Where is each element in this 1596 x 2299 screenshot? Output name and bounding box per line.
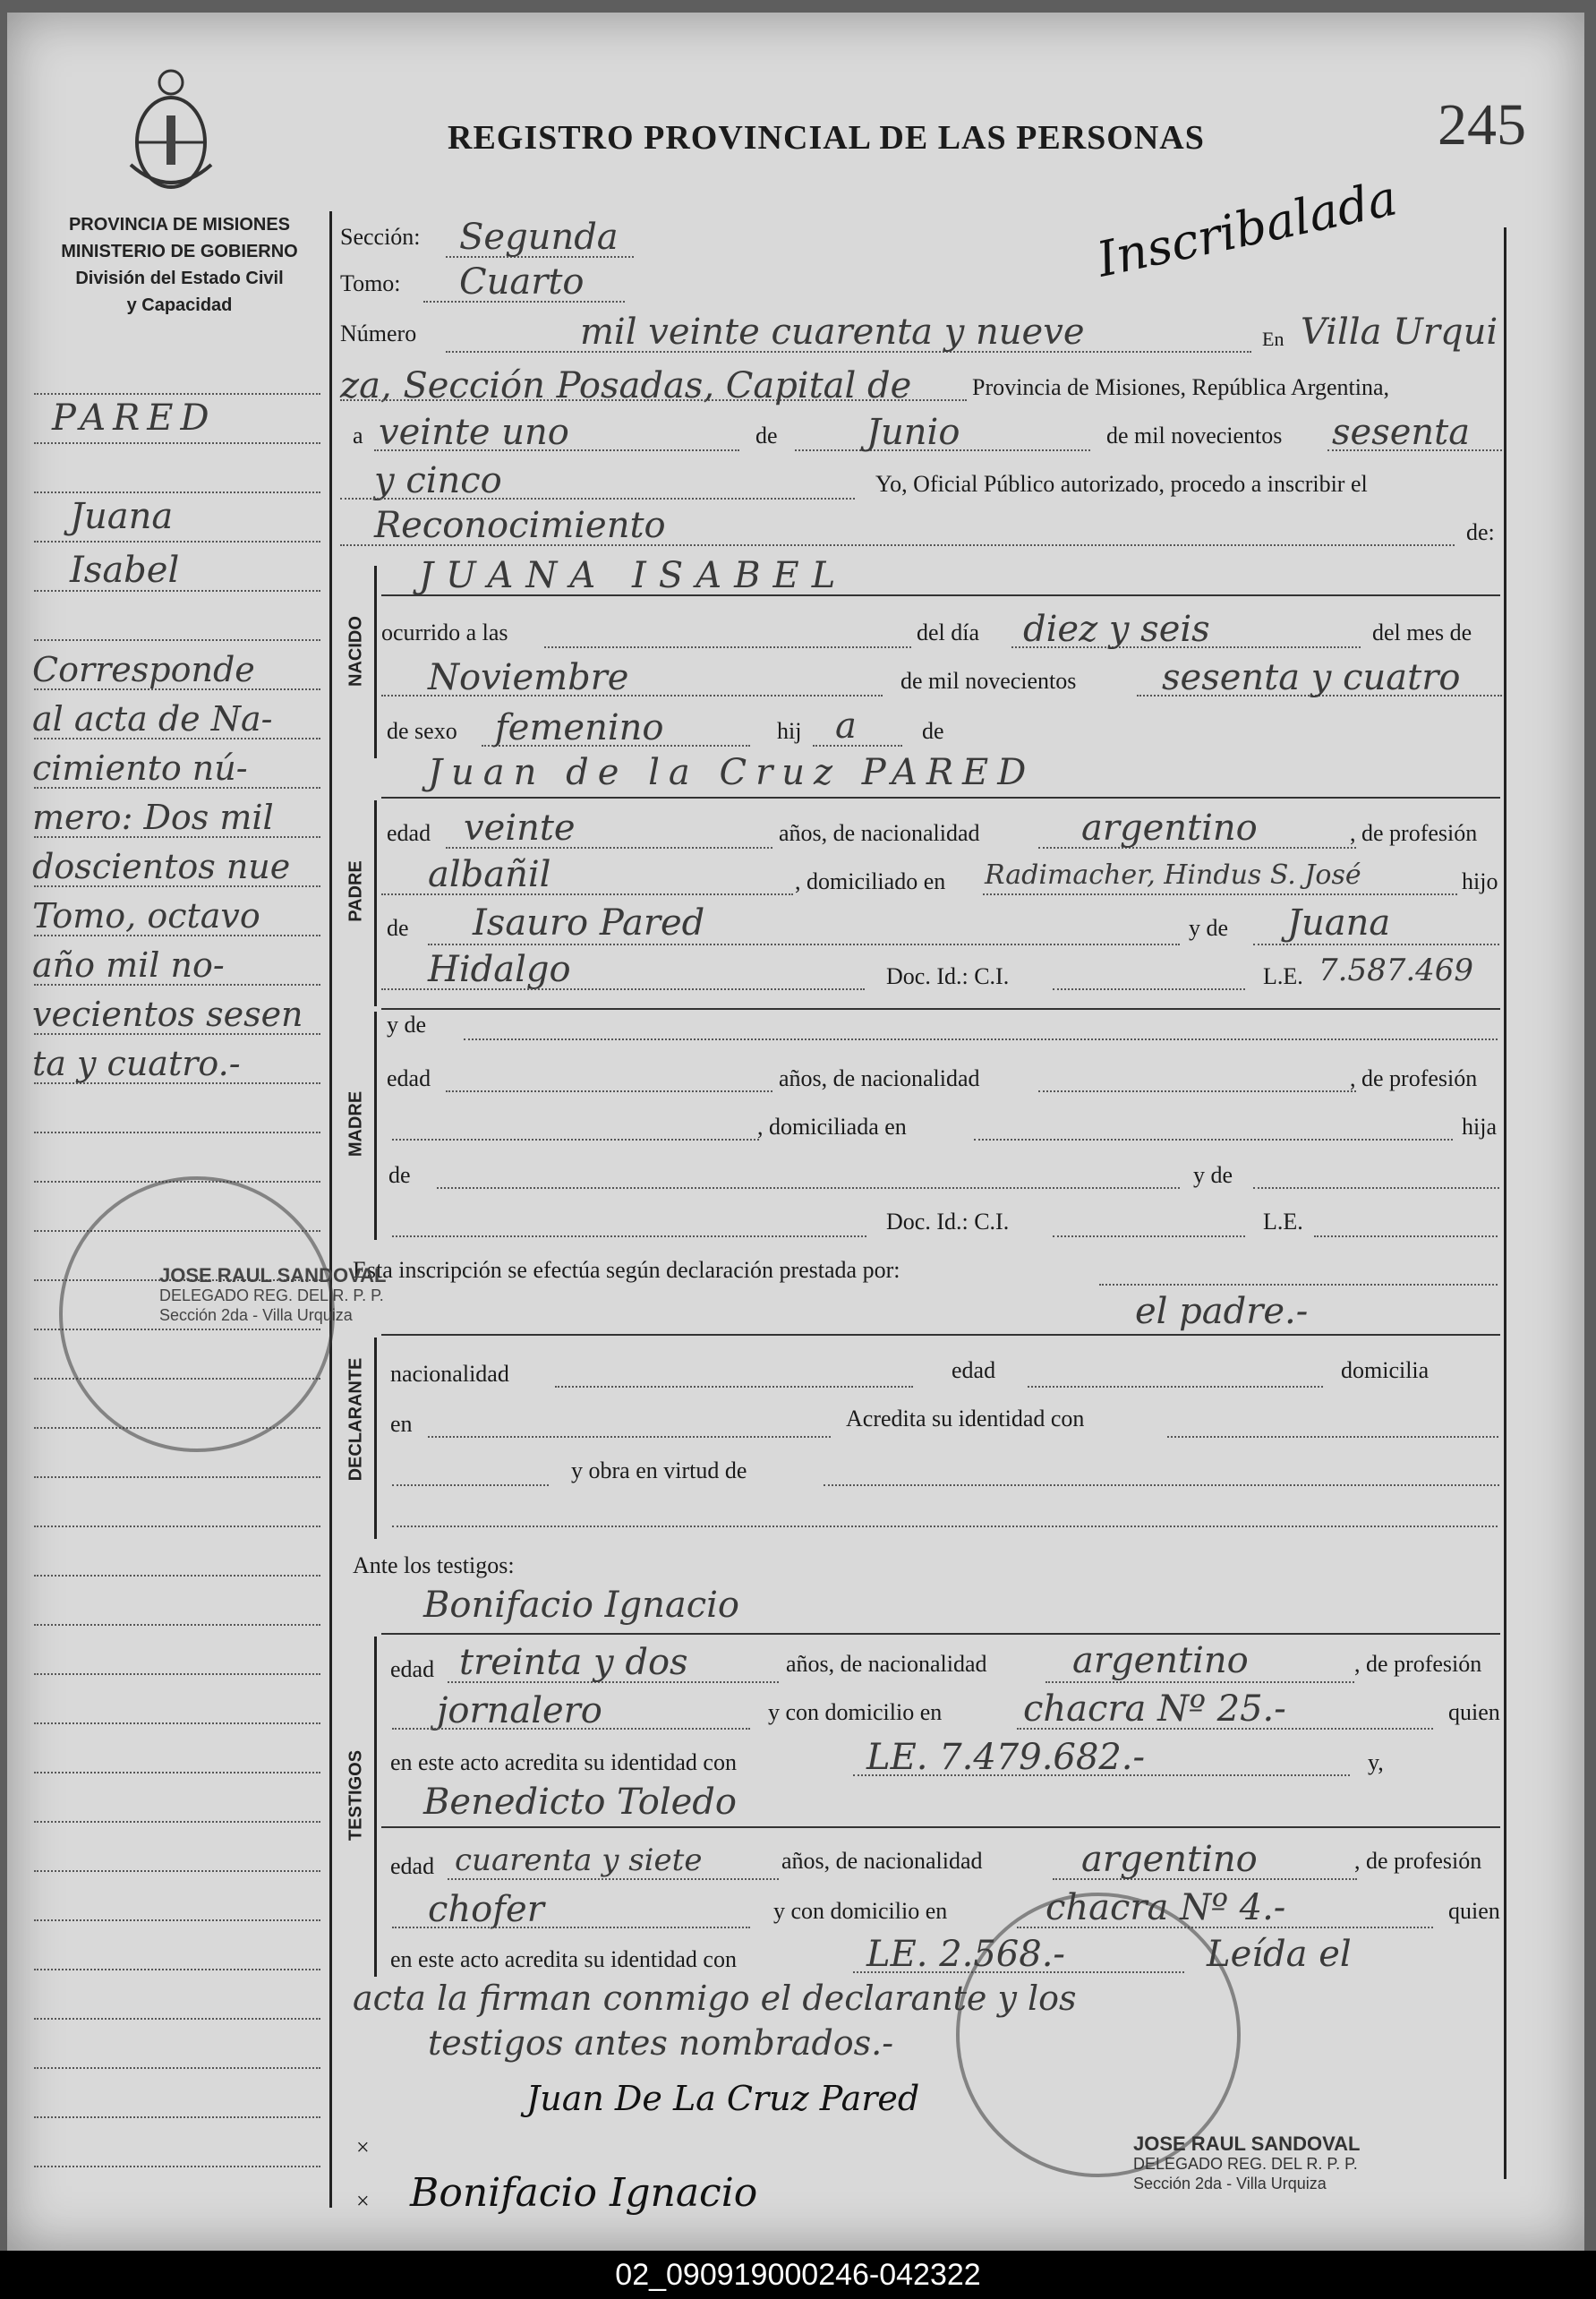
decl-acredita-line <box>1167 1436 1498 1438</box>
sidebar-note-line: vecientos sesen <box>32 995 303 1034</box>
authority-line3: División del Estado Civil <box>75 269 284 288</box>
madre-de-label: de <box>388 1162 411 1188</box>
section-testigos: TESTIGOS <box>346 1749 366 1842</box>
sidebar-name1: Juana <box>70 496 174 537</box>
de-profesion-label: , de profesión <box>1350 820 1478 846</box>
seccion-value: Segunda <box>459 217 619 258</box>
sidebar-note <box>32 650 303 1093</box>
en-label: En <box>1262 328 1284 350</box>
de-mil-nov-label: de mil novecientos <box>900 668 1077 694</box>
ante-testigos-label: Ante los testigos: <box>353 1552 515 1578</box>
t1-prof-line <box>392 1728 750 1730</box>
sidebar-rule <box>34 2116 320 2118</box>
seccion-label: Sección: <box>340 224 421 250</box>
numero-value: mil veinte cuarenta y nueve <box>580 312 1085 353</box>
de-sexo-label: de sexo <box>387 718 457 744</box>
madre-edad-line <box>446 1090 772 1092</box>
de-label-3: de <box>387 915 409 941</box>
sidebar-rule <box>34 1969 320 1970</box>
sidebar-rule <box>34 2067 320 2069</box>
sidebar-rule <box>34 639 320 641</box>
t2-dom-value: chacra Nº 4.- <box>1046 1887 1286 1928</box>
t2-edad-label: edad <box>390 1853 435 1879</box>
sidebar-note-line: ta y cuatro.- <box>32 1044 241 1083</box>
t1-en-este-acto-label: en este acto acredita su identidad con <box>390 1749 737 1775</box>
tipo-line <box>340 544 1455 546</box>
authority-line1: PROVINCIA DE MISIONES <box>68 215 291 235</box>
sidebar-note-line: al acta de Na- <box>32 699 273 739</box>
cierre1-value: Leída el <box>1207 1934 1352 1975</box>
domiciliado-label: , domiciliado en <box>795 868 946 894</box>
de-label: de <box>755 423 778 449</box>
nacido-anio-value: sesenta y cuatro <box>1162 657 1461 698</box>
stamp-text-left <box>159 1266 386 1325</box>
sidebar-rule <box>34 442 320 444</box>
dia-value: veinte uno <box>379 412 569 453</box>
t1-prof-value: jornalero <box>437 1690 602 1731</box>
stamp-text-right <box>1133 2134 1360 2193</box>
acredita-label: Acredita su identidad con <box>846 1406 1085 1432</box>
madre-y-de-label-2: y de <box>1193 1162 1233 1188</box>
sidebar-rule <box>34 1526 320 1527</box>
authority-line2: MINISTERIO DE GOBIERNO <box>61 242 298 261</box>
nacionalidad-label: nacionalidad <box>390 1361 509 1387</box>
sidebar-rule <box>34 1772 320 1773</box>
page-title: REGISTRO PROVINCIAL DE LAS PERSONAS <box>448 119 1205 157</box>
sidebar-rule <box>34 1476 320 1478</box>
t1-nac-value: argentino <box>1072 1640 1249 1681</box>
stamp-right-line3: Sección 2da - Villa Urquiza <box>1133 2175 1327 2192</box>
sidebar-rule <box>34 541 320 543</box>
section-padre: PADRE <box>346 860 366 922</box>
madre-edad-label: edad <box>387 1065 431 1091</box>
a-label: a <box>353 423 363 449</box>
anio2-value: y cinco <box>374 460 502 501</box>
sidebar-rule <box>34 1722 320 1724</box>
tomo-value: Cuarto <box>459 261 585 303</box>
provincia-label: Provincia de Misiones, República Argentina, <box>972 374 1389 400</box>
section-nacido: NACIDO <box>346 616 366 687</box>
obra-label: y obra en virtud de <box>571 1457 747 1483</box>
firma-x-1: × <box>356 2134 370 2160</box>
testigos-top-rule <box>381 1633 1500 1635</box>
sidebar-note-line: Tomo, octavo <box>32 896 260 936</box>
t2-prof-line <box>392 1927 750 1928</box>
domicilia-label: domicilia <box>1341 1357 1430 1383</box>
nacido-dia-value: diez y seis <box>1023 609 1210 650</box>
sidebar-rule <box>34 2018 320 2020</box>
t2-y-con-domicilio-label: y con domicilio en <box>773 1898 948 1924</box>
de-mil-label: de mil novecientos <box>1106 423 1283 449</box>
padre-prof-line <box>381 893 793 895</box>
left-margin-rule <box>329 211 332 2208</box>
le-label: L.E. <box>1263 963 1303 989</box>
oficial-label: Yo, Oficial Público autorizado, procedo a inscribir el <box>875 471 1368 497</box>
padre-le-value: 7.587.469 <box>1319 953 1474 988</box>
declaracion-line <box>1099 1284 1498 1286</box>
declarante-value: el padre.- <box>1135 1291 1309 1332</box>
padre-madre2-value: Hidalgo <box>428 949 571 990</box>
sidebar-rule <box>34 2166 320 2167</box>
sidebar-note-line: mero: Dos mil <box>32 798 274 837</box>
t2-anios-nac-label: años, de nacionalidad <box>781 1848 983 1874</box>
t2-id-value: LE. 2.568.- <box>866 1934 1065 1975</box>
lugar2-line <box>340 399 967 401</box>
anio2-line <box>340 498 855 500</box>
declarante-top-rule <box>381 1334 1500 1336</box>
sidebar-rule <box>34 1821 320 1823</box>
decl-edad-line <box>1028 1386 1323 1388</box>
tomo-label: Tomo: <box>340 270 401 296</box>
ocurrido-line <box>544 646 911 648</box>
madre-anios-nac-label: años, de nacionalidad <box>779 1065 980 1091</box>
t2-edad-value: cuarenta y siete <box>455 1842 703 1878</box>
t2-prof-value: chofer <box>428 1889 544 1930</box>
padre-madre-value: Juana <box>1287 902 1391 944</box>
decl-line-4 <box>392 1526 1498 1527</box>
stamp-left-line3: Sección 2da - Villa Urquiza <box>159 1306 353 1324</box>
t2-nombre: Benedicto Toledo <box>423 1782 737 1823</box>
madre-nac-line <box>1038 1090 1356 1092</box>
t1-id-value: LE. 7.479.682.- <box>866 1737 1145 1778</box>
nacido-mes-line <box>381 695 883 697</box>
padre-edad-value: veinte <box>464 808 576 849</box>
t1-anios-nac-label: años, de nacionalidad <box>786 1651 987 1677</box>
t1-de-profesion-label: , de profesión <box>1354 1651 1482 1677</box>
padre-dom-value: Radimacher, Hindus S. José <box>985 859 1361 891</box>
sidebar-rule <box>34 1575 320 1577</box>
sidebar-rule <box>34 393 320 395</box>
t1-dom-value: chacra Nº 25.- <box>1023 1688 1286 1730</box>
y-de-label: y de <box>1189 915 1229 941</box>
sidebar-note-line: doscientos nue <box>32 847 291 886</box>
mes-value: Junio <box>866 412 960 453</box>
numero-label: Número <box>340 320 417 346</box>
doc-label: Doc. Id.: C.I. <box>886 963 1010 989</box>
cierre3-value: testigos antes nombrados.- <box>428 2023 894 2063</box>
stamp-left-line1: JOSE RAUL SANDOVAL <box>159 1264 387 1286</box>
t1-edad-label: edad <box>390 1656 435 1682</box>
padre-madre-line <box>1253 944 1499 945</box>
padre-hijo-de-value: Isauro Pared <box>473 902 705 944</box>
declarante-rule <box>374 1338 377 1539</box>
t2-de-profesion-label: , de profesión <box>1354 1848 1482 1874</box>
section-declarante: DECLARANTE <box>346 1357 366 1482</box>
padre-ci-line <box>1053 988 1245 990</box>
t2-quien-label: quien <box>1448 1898 1500 1924</box>
padre-madre2-line <box>381 988 865 990</box>
madre-de-profesion-label: , de profesión <box>1350 1065 1478 1091</box>
testigos-rule <box>374 1637 377 1977</box>
firma1: Juan De La Cruz Pared <box>526 2079 920 2118</box>
nacido-mes-value: Noviembre <box>428 657 629 698</box>
document-page <box>7 13 1584 2251</box>
padre-nombre: Juan de la Cruz PARED <box>428 752 1036 793</box>
stamp-left-line2: DELEGADO REG. DEL R. P. P. <box>159 1286 384 1304</box>
t1-nombre: Bonifacio Ignacio <box>423 1585 739 1626</box>
t1-y-comma-label: y, <box>1368 1749 1384 1775</box>
authority-line4: y Capacidad <box>126 295 233 315</box>
sidebar-rule <box>34 491 320 493</box>
hij-value: a <box>835 705 857 747</box>
coat-of-arms <box>122 66 220 201</box>
edad-label: edad <box>387 820 431 846</box>
anios-nac-label: años, de nacionalidad <box>779 820 980 846</box>
sexo-value: femenino <box>495 707 664 748</box>
madre-top-rule <box>381 1008 1500 1010</box>
section-madre: MADRE <box>346 1090 366 1158</box>
sidebar-note-line: Corresponde <box>32 650 255 689</box>
decl-nac-line <box>555 1386 913 1388</box>
madre-line-5 <box>392 1235 866 1237</box>
tipo-value: Reconocimiento <box>374 505 666 546</box>
sidebar-rule <box>34 1919 320 1921</box>
madre-madre-line <box>1253 1187 1499 1189</box>
madre-le-label: L.E. <box>1263 1209 1303 1235</box>
decl-en-line <box>428 1436 831 1438</box>
madre-doc-label: Doc. Id.: C.I. <box>886 1209 1010 1235</box>
sidebar-rule <box>34 1673 320 1675</box>
madre-le-line <box>1314 1235 1498 1237</box>
firma-x-2: × <box>356 2188 370 2214</box>
anio1-value: sesenta <box>1332 412 1471 453</box>
stamp-right-line1: JOSE RAUL SANDOVAL <box>1133 2132 1361 2155</box>
t1-quien-label: quien <box>1448 1699 1500 1725</box>
right-margin-rule <box>1504 227 1506 2179</box>
decl-en-label: en <box>390 1411 413 1437</box>
del-dia-label: del día <box>917 620 980 645</box>
firma2: Bonifacio Ignacio <box>410 2170 758 2216</box>
stamp-right-line2: DELEGADO REG. DEL R. P. P. <box>1133 2155 1358 2173</box>
page-number: 245 <box>1438 92 1526 158</box>
decl-line-3a <box>392 1484 549 1486</box>
lugar2-value: za, Sección Posadas, Capital de <box>340 365 912 406</box>
madre-rule <box>374 1012 377 1240</box>
padre-prof-value: albañil <box>428 854 551 895</box>
padre-top-rule <box>381 797 1500 799</box>
nacido-rule <box>374 566 377 758</box>
madre-dom-line <box>974 1139 1453 1141</box>
del-mes-label: del mes de <box>1372 620 1472 645</box>
sidebar-name2: Isabel <box>70 550 180 591</box>
t2-edad-line <box>448 1878 779 1880</box>
padre-dom-line <box>983 893 1457 895</box>
sidebar-rule <box>34 1870 320 1872</box>
sidebar-surname: PARED <box>52 397 217 439</box>
esta-inscripcion-label: Esta inscripción se efectúa según declaración prestada por: <box>353 1257 900 1283</box>
nacido-nombre: JUANA ISABEL <box>419 555 849 596</box>
hij-line <box>813 745 902 747</box>
hijo-label: hijo <box>1462 868 1498 894</box>
madre-y-de-label: y de <box>387 1012 427 1038</box>
image-id-footer: 02_090919000246-042322 <box>0 2251 1596 2299</box>
madre-prof-line <box>392 1139 759 1141</box>
lugar1-value: Villa Urqui <box>1301 312 1498 353</box>
decl-edad-label: edad <box>952 1357 996 1383</box>
de-label-2: de <box>922 718 944 744</box>
annotation-inscribalada: Inscribalada <box>1092 169 1402 288</box>
sidebar-note-line: cimiento nú- <box>32 748 248 788</box>
cierre2-value: acta la firman conmigo el declarante y los <box>353 1979 1077 2018</box>
t2-nac-value: argentino <box>1081 1839 1258 1880</box>
ocurrido-label: ocurrido a las <box>381 620 508 645</box>
t1-edad-value: treinta y dos <box>459 1642 688 1683</box>
sidebar-rule <box>34 1624 320 1626</box>
hija-label: hija <box>1462 1114 1497 1140</box>
sidebar-rule <box>34 1132 320 1133</box>
decl-obra-line <box>824 1484 1499 1486</box>
padre-rule <box>374 800 377 1006</box>
hij-label: hij <box>777 718 802 744</box>
t1-nac-line <box>1046 1681 1354 1683</box>
de-colon-label: de: <box>1466 519 1495 545</box>
madre-nombre-line <box>464 1038 1498 1040</box>
authority-block <box>25 211 334 319</box>
madre-ci-line <box>1053 1235 1245 1237</box>
sidebar-note-line: año mil no- <box>32 945 225 985</box>
madre-hija-de-line <box>437 1187 1180 1189</box>
padre-hijo-de-line <box>428 944 1180 945</box>
domiciliada-label: , domiciliada en <box>757 1114 907 1140</box>
t1-y-con-domicilio-label: y con domicilio en <box>768 1699 943 1725</box>
t2-en-este-acto-label: en este acto acredita su identidad con <box>390 1946 737 1972</box>
padre-nac-value: argentino <box>1081 808 1258 849</box>
t2-top-rule <box>381 1826 1500 1828</box>
